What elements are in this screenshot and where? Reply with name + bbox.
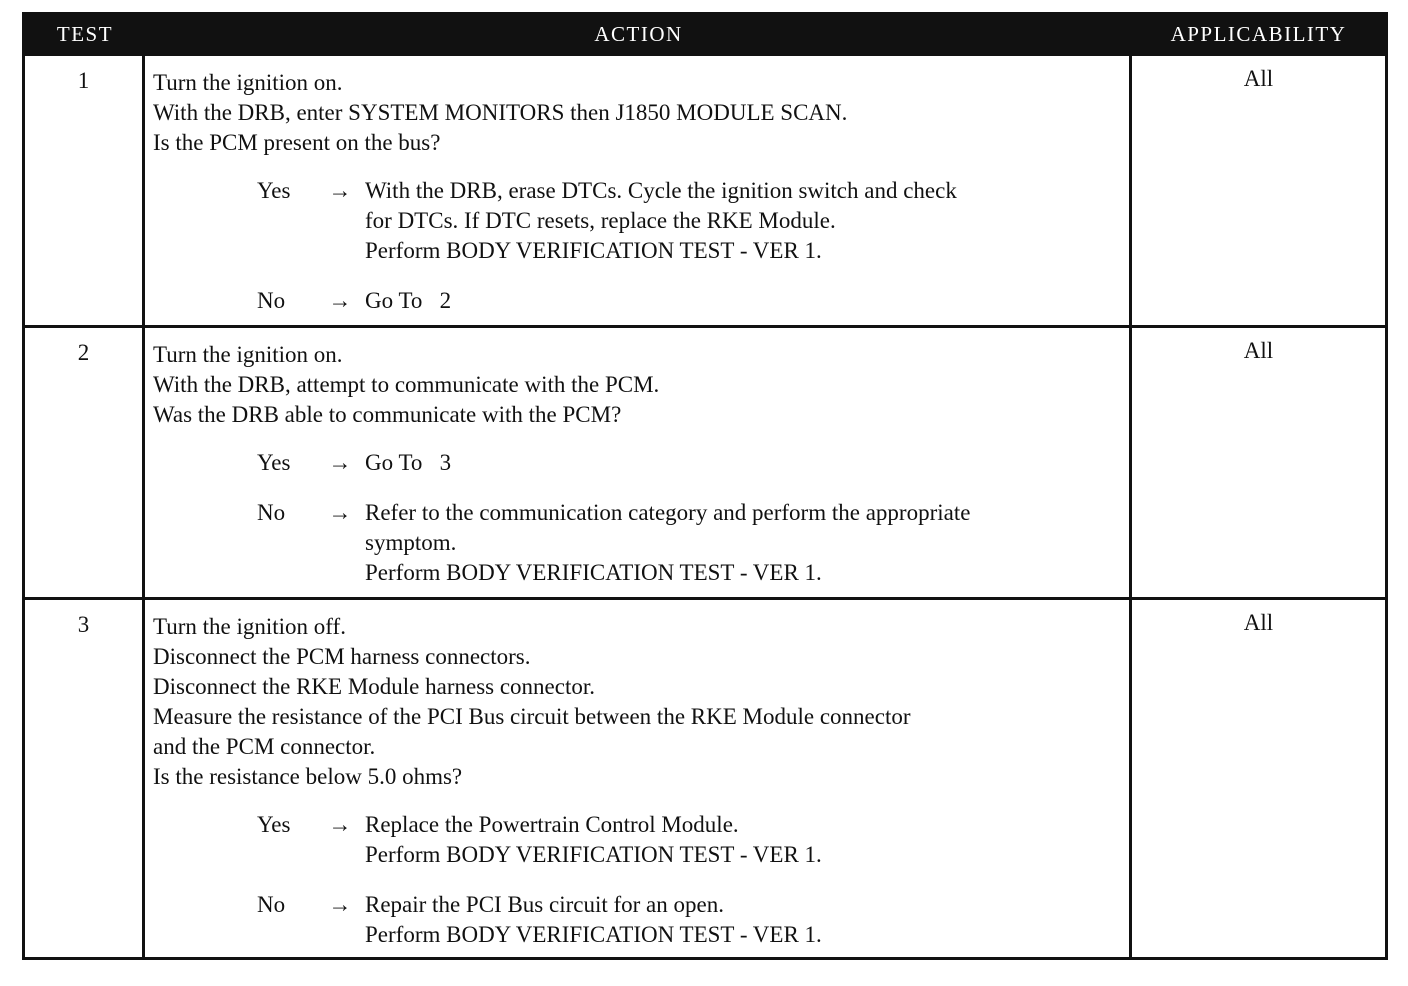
test-row-3 — [25, 597, 1385, 957]
outcome-no — [257, 286, 1121, 316]
outcome-text — [365, 890, 1121, 950]
step-line: Disconnect the RKE Module harness connector. — [153, 674, 595, 699]
outcome-text — [365, 810, 1121, 870]
arrow-icon: → — [328, 892, 352, 917]
outcome-no — [257, 498, 1121, 588]
result-line: With the DRB, erase DTCs. Cycle the ignition switch and check — [365, 178, 957, 203]
test-row-2 — [25, 325, 1385, 597]
arrow-icon: → — [328, 450, 352, 475]
result-line: Go To 3 — [365, 450, 452, 475]
result-line: Perform BODY VERIFICATION TEST - VER 1. — [365, 922, 822, 947]
outcome-yes — [257, 810, 1121, 870]
result-line: Repair the PCI Bus circuit for an open. — [365, 892, 724, 917]
diagnostic-table — [22, 12, 1388, 960]
outcome-text — [365, 176, 1121, 266]
step-line: Turn the ignition off. — [153, 614, 346, 639]
step-line: Turn the ignition on. — [153, 342, 343, 367]
outcome-text — [365, 498, 1121, 588]
applicability-cell: All — [1243, 338, 1274, 363]
result-line: Refer to the communication category and perform the appropriate — [365, 500, 971, 525]
test-row-1 — [25, 53, 1385, 325]
arrow-icon: → — [328, 812, 352, 837]
step-line: Is the PCM present on the bus? — [153, 130, 441, 155]
applicability-cell: All — [1243, 66, 1274, 91]
yes-label: Yes — [257, 450, 291, 475]
test-number: 2 — [25, 328, 145, 598]
applicability-cell: All — [1243, 610, 1274, 635]
test-number: 1 — [25, 56, 145, 326]
action-cell — [145, 56, 1132, 326]
arrow-icon: → — [328, 288, 352, 313]
result-line: for DTCs. If DTC resets, replace the RKE Module. — [365, 208, 836, 233]
test-number: 3 — [25, 600, 145, 960]
table-header — [25, 15, 1385, 53]
outcome-text — [365, 286, 1121, 316]
arrow-icon: → — [328, 178, 352, 203]
result-line: Perform BODY VERIFICATION TEST - VER 1. — [365, 560, 822, 585]
yes-label: Yes — [257, 812, 291, 837]
result-line: Perform BODY VERIFICATION TEST - VER 1. — [365, 238, 822, 263]
outcome-text — [365, 448, 1121, 478]
result-line: Replace the Powertrain Control Module. — [365, 812, 739, 837]
arrow-icon: → — [328, 500, 352, 525]
step-line: Is the resistance below 5.0 ohms? — [153, 764, 463, 789]
result-line: Perform BODY VERIFICATION TEST - VER 1. — [365, 842, 822, 867]
result-line: symptom. — [365, 530, 457, 555]
step-line: With the DRB, attempt to communicate with the PCM. — [153, 372, 660, 397]
step-line: With the DRB, enter SYSTEM MONITORS then J1850 MODULE SCAN. — [153, 100, 848, 125]
yes-label: Yes — [257, 178, 291, 203]
outcome-yes — [257, 176, 1121, 266]
step-line: and the PCM connector. — [153, 734, 376, 759]
header-action: ACTION — [594, 21, 683, 46]
step-line: Measure the resistance of the PCI Bus circuit between the RKE Module connector — [153, 704, 911, 729]
header-applicability: APPLICABILITY — [1170, 21, 1347, 46]
header-test: TEST — [56, 21, 114, 46]
step-line: Was the DRB able to communicate with the PCM? — [153, 402, 622, 427]
outcome-no — [257, 890, 1121, 950]
no-label: No — [257, 892, 286, 917]
no-label: No — [257, 500, 286, 525]
no-label: No — [257, 288, 286, 313]
action-cell — [145, 328, 1132, 598]
step-line: Disconnect the PCM harness connectors. — [153, 644, 531, 669]
action-cell — [145, 600, 1132, 960]
outcome-yes — [257, 448, 1121, 478]
step-line: Turn the ignition on. — [153, 70, 343, 95]
result-line: Go To 2 — [365, 288, 452, 313]
